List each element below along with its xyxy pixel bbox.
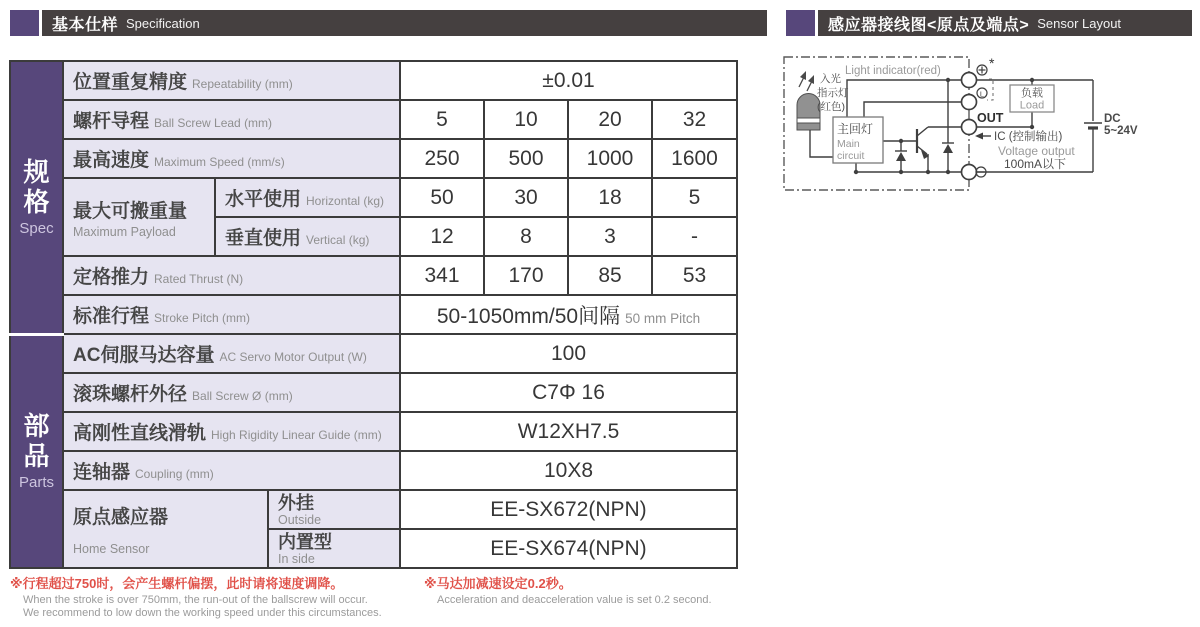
row-coupling <box>10 451 737 490</box>
value-en: 50 mm Pitch <box>625 310 701 326</box>
label-en: High Rigidity Linear Guide (mm) <box>211 428 382 442</box>
ic-label: IC (控制输出) <box>994 131 1063 143</box>
label-zh: 外挂 <box>278 492 314 513</box>
label-zh: 标准行程 <box>73 306 150 327</box>
value-cell: 170 <box>484 256 568 295</box>
header-bar <box>818 10 1192 36</box>
label-zh: 内置型 <box>278 531 332 552</box>
row-ball-screw-dia <box>10 373 737 412</box>
value-linear-guide: W12XH7.5 <box>400 412 737 451</box>
label-en: In side <box>278 551 315 566</box>
light-indicator-caption: Light indicator(red) <box>845 65 941 77</box>
plus-symbol-icon <box>977 65 987 75</box>
footnote-en: We recommend to low down the working speed under this circumstances. <box>23 607 382 619</box>
section-header-sensor-layout <box>786 10 1192 36</box>
row-linear-guide <box>10 412 737 451</box>
value-cell: 20 <box>568 100 652 139</box>
label-servo-output <box>63 334 400 373</box>
value-cell: 85 <box>568 256 652 295</box>
label-zh: 滚珠螺杆外径 <box>73 384 188 405</box>
load-en: Load <box>1019 99 1045 112</box>
label-max-speed <box>63 139 400 178</box>
led-label-zh-2: 指示灯 <box>817 87 849 99</box>
voltage-output-label: Voltage output <box>998 144 1075 158</box>
footnote-zh: ※马达加减速设定0.2秒。 <box>424 576 572 591</box>
label-en: Maximum Payload <box>73 224 176 239</box>
header-accent-square <box>10 10 39 36</box>
header-title-zh: 感应器接线图<原点及端点> <box>828 16 1030 34</box>
battery-icon <box>1084 123 1102 128</box>
value-servo-output: 100 <box>400 334 737 373</box>
label-max-payload <box>63 178 215 256</box>
label-en: Ball Screw Ø (mm) <box>192 389 293 403</box>
label-en: Maximum Speed (mm/s) <box>154 155 285 169</box>
value-cell: 32 <box>652 100 737 139</box>
label-repeatability <box>63 61 400 100</box>
label-en: Stroke Pitch (mm) <box>154 311 251 325</box>
row-servo-output <box>10 334 737 373</box>
row-max-speed <box>10 139 737 178</box>
row-home-sensor-outside <box>10 490 737 529</box>
label-zh: 高刚性直线滑轨 <box>73 423 207 444</box>
dc-label-1: DC <box>1104 113 1121 125</box>
sublabel-horizontal <box>215 178 400 217</box>
footnote-en: When the stroke is over 750mm, the run-out of the ballscrew will occur. <box>23 594 368 606</box>
value-zh: 50-1050mm/50间隔 <box>436 304 621 328</box>
value-cell: 1000 <box>568 139 652 178</box>
footnote-zh: ※行程超过750时，会产生螺杆偏摆，此时请将速度调降。 <box>10 576 344 591</box>
ic-arrowhead-icon <box>975 133 983 140</box>
minus-symbol-icon <box>976 167 986 177</box>
value-cell: 8 <box>484 217 568 256</box>
zener-diode-icon <box>896 152 906 161</box>
terminal-out <box>962 120 977 135</box>
value-cell: 5 <box>400 100 484 139</box>
row-ball-screw-lead <box>10 100 737 139</box>
value-cell: - <box>652 217 737 256</box>
sidebar-section-spec <box>10 61 63 334</box>
value-cell: 12 <box>400 217 484 256</box>
spec-table <box>9 60 738 569</box>
row-payload-horizontal <box>10 178 737 217</box>
svg-text:L: L <box>979 89 985 99</box>
load-zh: 负载 <box>1021 87 1043 100</box>
label-en: Rated Thrust (N) <box>154 272 244 286</box>
sidebar-spec-zh: 规格 <box>23 156 50 217</box>
sublabel-vertical <box>215 217 400 256</box>
value-cell: 10 <box>484 100 568 139</box>
terminal-plus <box>962 73 977 88</box>
label-en: Horizontal (kg) <box>306 194 385 208</box>
label-zh: 连轴器 <box>73 462 131 483</box>
label-rated-thrust <box>63 256 400 295</box>
section-header-specification <box>10 10 767 36</box>
label-en: Home Sensor <box>73 542 150 556</box>
sidebar-parts-zh: 部品 <box>23 410 50 471</box>
row-repeatability <box>10 61 737 100</box>
led-label-zh-1: 入光 <box>820 73 841 85</box>
value-cell: 1600 <box>652 139 737 178</box>
value-cell: 500 <box>484 139 568 178</box>
value-cell: 5 <box>652 178 737 217</box>
label-ball-screw-dia <box>63 373 400 412</box>
value-cell: 341 <box>400 256 484 295</box>
sublabel-outside <box>268 490 400 529</box>
dc-label-2: 5~24V <box>1104 125 1138 137</box>
label-en: Outside <box>278 512 322 527</box>
terminal-minus <box>962 165 977 180</box>
label-zh: 定格推力 <box>73 267 150 288</box>
sidebar-parts-en: Parts <box>18 473 54 491</box>
header-title-zh: 基本仕样 <box>52 16 119 34</box>
sublabel-inside <box>268 529 400 568</box>
label-stroke-pitch <box>63 295 400 334</box>
value-cell: 50 <box>400 178 484 217</box>
label-en: Repeatability (mm) <box>192 77 293 91</box>
main-circuit-zh: 主回灯 <box>837 122 874 136</box>
label-en: Coupling (mm) <box>135 467 214 481</box>
header-accent-square <box>786 10 815 36</box>
value-repeatability: ±0.01 <box>400 61 737 100</box>
label-en: Vertical (kg) <box>306 233 370 247</box>
footnote-en: Acceleration and deacceleration value is set 0.2 second. <box>437 594 712 606</box>
footnote-acceleration <box>424 573 712 606</box>
out-label: OUT <box>977 111 1004 125</box>
label-zh: 垂直使用 <box>225 228 302 249</box>
led-label-zh-3: (红色) <box>817 101 845 113</box>
l-symbol-icon <box>977 88 987 98</box>
main-circuit-en2: circuit <box>837 150 865 162</box>
row-rated-thrust <box>10 256 737 295</box>
current-limit-label: 100mA以下 <box>1004 157 1067 171</box>
value-stroke-pitch <box>400 295 737 334</box>
label-zh: 最大可搬重量 <box>73 200 188 222</box>
sensor-wiring-diagram <box>778 50 1192 200</box>
sidebar-section-parts <box>10 334 63 568</box>
header-title-en: Sensor Layout <box>1037 15 1122 31</box>
row-stroke-pitch <box>10 295 737 334</box>
value-cell: 30 <box>484 178 568 217</box>
value-coupling: 10X8 <box>400 451 737 490</box>
label-zh: 最高速度 <box>73 150 150 171</box>
value-ball-screw-dia: C7Φ 16 <box>400 373 737 412</box>
label-zh: 原点感应器 <box>73 507 169 528</box>
zener-diode-icon <box>943 144 953 153</box>
label-zh: 螺杆导程 <box>73 111 150 132</box>
label-home-sensor <box>63 490 268 568</box>
value-cell: 53 <box>652 256 737 295</box>
sidebar-spec-en: Spec <box>19 219 54 237</box>
terminal-l <box>962 95 977 110</box>
label-zh: 位置重复精度 <box>73 72 188 93</box>
label-ball-screw-lead <box>63 100 400 139</box>
main-circuit-en1: Main <box>837 138 860 150</box>
header-bar <box>42 10 767 36</box>
value-sensor-inside: EE-SX674(NPN) <box>400 529 737 568</box>
footnote-stroke <box>10 573 382 619</box>
label-coupling <box>63 451 400 490</box>
value-cell: 250 <box>400 139 484 178</box>
star-mark: * <box>989 55 995 71</box>
value-cell: 3 <box>568 217 652 256</box>
value-sensor-outside: EE-SX672(NPN) <box>400 490 737 529</box>
label-zh: 水平使用 <box>225 189 302 210</box>
label-linear-guide <box>63 412 400 451</box>
l-option-dashed-wire <box>987 79 993 100</box>
label-zh: AC伺服马达容量 <box>73 345 215 366</box>
header-title-en: Specification <box>126 15 200 31</box>
label-en: Ball Screw Lead (mm) <box>154 116 273 130</box>
value-cell: 18 <box>568 178 652 217</box>
label-en: AC Servo Motor Output (W) <box>219 350 367 364</box>
